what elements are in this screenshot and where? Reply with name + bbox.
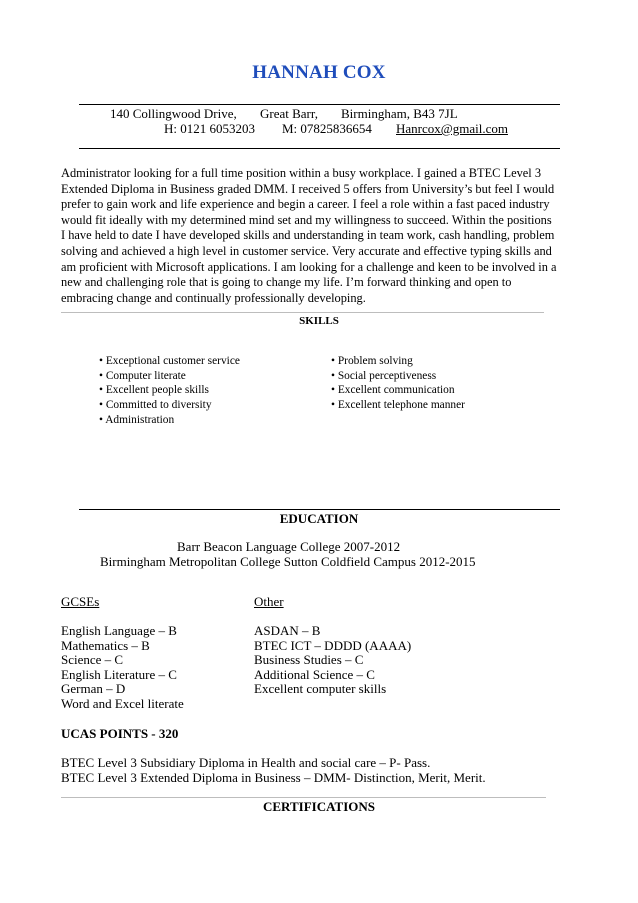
gcses-heading: GCSEs [61, 594, 100, 609]
skill-item: • Excellent telephone manner [331, 399, 465, 412]
skill-item: • Excellent communication [331, 384, 455, 397]
summary-line: prefer to gain work and life experience and begin a career. I feel a role within a fast paced industry [61, 197, 550, 212]
skill-item: • Administration [99, 413, 175, 426]
summary-line: am proficient with Microsoft applications. I am looking for a challenge and keen to be involved in a [61, 259, 557, 274]
skill-item: • Excellent people skills [99, 384, 209, 397]
btec-list [61, 756, 486, 785]
other-item: BTEC ICT – DDDD (AAAA) [254, 637, 412, 653]
gcse-item: English Literature – C [61, 666, 177, 682]
skills-list-right [331, 354, 465, 413]
address-city: Birmingham, B43 7JL [341, 106, 458, 121]
gcse-item: German – D [61, 681, 126, 697]
summary-line: I have held to date I have developed skills and understanding in team work, cash handling, problem [61, 228, 555, 243]
btec-item: BTEC Level 3 Extended Diploma in Business – DMM- Distinction, Merit, Merit. [61, 769, 486, 785]
education-rule [79, 509, 560, 510]
gcse-list [61, 624, 184, 712]
gcse-item: Science – C [61, 652, 124, 668]
school-line: Barr Beacon Language College 2007-2012 [177, 539, 401, 554]
cv-name-heading: HANNAH COX [252, 62, 386, 83]
other-item: ASDAN – B [254, 623, 321, 638]
school-line: Birmingham Metropolitan College Sutton Coldfield Campus 2012-2015 [100, 554, 476, 569]
header-top-rule [79, 104, 560, 105]
certifications-rule [61, 797, 546, 798]
header-bottom-rule [79, 148, 560, 149]
gcse-item: Mathematics – B [61, 637, 150, 653]
skill-item: • Committed to diversity [99, 399, 212, 412]
gcse-item: English Language – B [61, 623, 177, 638]
skill-item: • Social perceptiveness [331, 369, 437, 382]
certifications-heading: CERTIFICATIONS [263, 799, 375, 814]
skill-item: • Computer literate [99, 369, 186, 382]
skill-item: • Problem solving [331, 355, 413, 367]
home-phone: H: 0121 6053203 [164, 121, 255, 136]
education-heading: EDUCATION [279, 511, 359, 526]
personal-summary [61, 166, 583, 306]
summary-line: Administrator looking for a full time position within a busy workplace. I gained a BTEC Level 3 [61, 166, 542, 180]
skills-list-left [99, 354, 240, 428]
mobile-phone: M: 07825836654 [282, 121, 372, 136]
other-item: Additional Science – C [254, 666, 375, 682]
skills-heading: SKILLS [299, 315, 339, 327]
summary-line: new and challenging role that is going to change my life. I’m forward thinking and open to [61, 275, 512, 290]
summary-line: embracing change and continually professionally developing. [61, 290, 366, 305]
btec-item: BTEC Level 3 Subsidiary Diploma in Health and social care – P- Pass. [61, 755, 431, 770]
other-qualifications-list [254, 624, 411, 697]
other-item: Business Studies – C [254, 652, 364, 668]
email-link[interactable]: Hanrcox@gmail.com [396, 121, 508, 136]
summary-line: would fit ideally with my determined mind set and my willingness to succeed. Within the positions [61, 212, 552, 227]
ucas-points: UCAS POINTS - 320 [61, 726, 179, 741]
other-heading: Other [254, 594, 284, 609]
other-item: Excellent computer skills [254, 681, 387, 697]
skill-item: • Exceptional customer service [99, 355, 240, 367]
gcse-item: Word and Excel literate [61, 695, 184, 711]
address-street: 140 Collingwood Drive, [110, 106, 237, 121]
address-area: Great Barr, [260, 106, 318, 121]
summary-line: Extended Diploma in Business graded DMM. I received 5 offers from University’s but feel I would [61, 181, 555, 196]
summary-line: solving and achieved a high level in customer service. Very accurate and effective typing skills and [61, 243, 552, 258]
skills-rule [61, 312, 544, 313]
